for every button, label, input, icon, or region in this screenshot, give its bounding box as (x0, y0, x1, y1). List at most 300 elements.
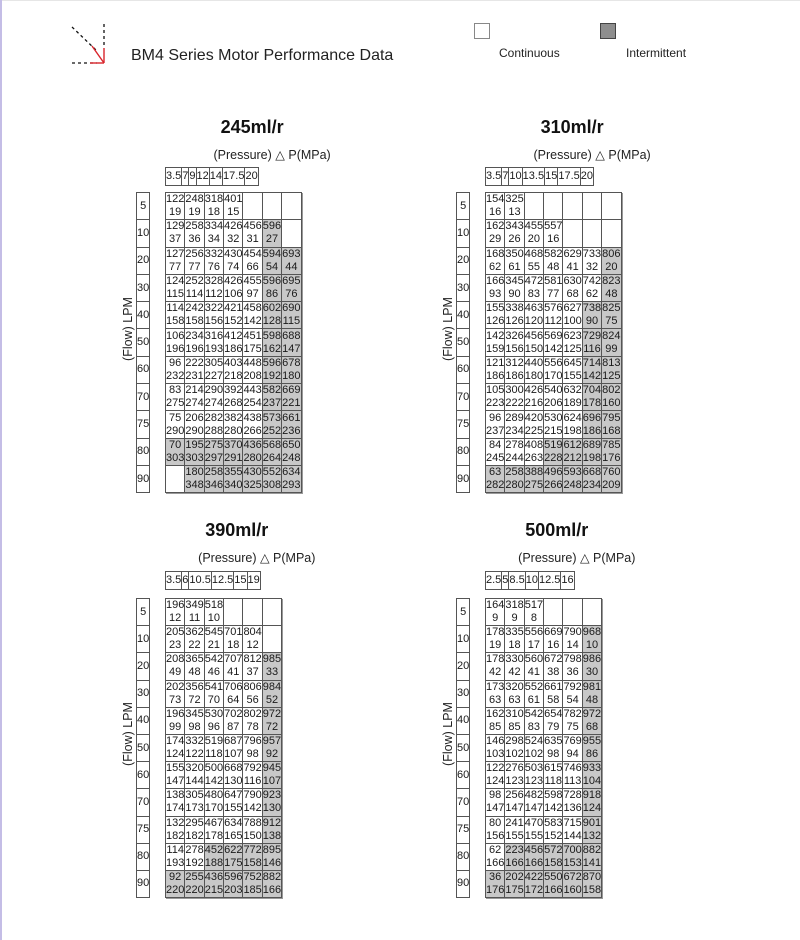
cell-continuous (262, 193, 281, 220)
cell-continuous (505, 816, 524, 843)
torque-value: 688 (282, 329, 301, 342)
torque-value: 524 (524, 735, 544, 748)
torque-value: 129 (166, 220, 185, 233)
cell-intermittent (243, 870, 262, 897)
torque-value: 769 (563, 735, 582, 748)
torque-value: 596 (262, 356, 282, 369)
speed-value: 266 (243, 424, 262, 437)
torque-value: 138 (166, 789, 185, 802)
torque-value: 704 (582, 384, 602, 397)
table-row (166, 870, 282, 897)
torque-value: 282 (204, 411, 224, 424)
speed-value: 147 (524, 802, 544, 815)
cell-continuous (486, 329, 505, 356)
speed-value: 222 (505, 397, 524, 410)
speed-value: 18 (227, 639, 240, 652)
torque-value: 75 (169, 411, 182, 424)
torque-value: 463 (524, 302, 544, 315)
torque-value: 370 (224, 438, 243, 451)
cell-continuous (185, 762, 204, 789)
cell-continuous (544, 302, 563, 329)
torque-value: 870 (582, 870, 602, 883)
speed-value: 112 (544, 315, 563, 328)
table-row (166, 734, 282, 761)
torque-value: 276 (505, 762, 524, 775)
speed-value: 162 (262, 342, 282, 355)
torque-value: 206 (185, 411, 204, 424)
cell-continuous (224, 626, 243, 653)
cell-continuous (505, 626, 524, 653)
speed-value: 98 (188, 720, 201, 733)
speed-value: 223 (486, 397, 505, 410)
cell-intermittent (524, 870, 543, 897)
torque-value: 472 (524, 275, 544, 288)
cell-intermittent (185, 465, 204, 492)
torque-value: 693 (282, 247, 301, 260)
cell-intermittent (262, 653, 281, 680)
torque-value: 208 (166, 653, 185, 666)
speed-value: 36 (188, 233, 201, 246)
cell-intermittent (185, 870, 204, 897)
speed-value: 79 (547, 720, 560, 733)
speed-value: 20 (605, 260, 618, 273)
speed-value: 141 (582, 856, 602, 869)
cell-continuous (563, 816, 582, 843)
cell-continuous (563, 707, 582, 734)
flow-header-cell: 20 (137, 653, 150, 680)
cell-continuous (166, 274, 185, 301)
torque-value: 573 (262, 411, 282, 424)
flow-header-cell: 70 (137, 384, 150, 411)
torque-value: 695 (282, 275, 301, 288)
cell-continuous (204, 626, 223, 653)
cell-continuous (563, 762, 582, 789)
cell-continuous (602, 193, 621, 220)
cell-continuous (204, 220, 223, 247)
cell-continuous (505, 653, 524, 680)
torque-value: 612 (563, 438, 582, 451)
torque-value: 632 (563, 384, 582, 397)
speed-value: 10 (207, 612, 221, 625)
speed-value: 297 (204, 451, 224, 464)
torque-value: 596 (224, 870, 243, 883)
speed-value: 123 (505, 775, 524, 788)
torque-value: 312 (505, 356, 524, 369)
speed-value: 48 (605, 288, 618, 301)
speed-value: 90 (585, 315, 599, 328)
cell-continuous (204, 707, 223, 734)
torque-value: 36 (489, 870, 502, 883)
torque-value: 168 (486, 247, 505, 260)
cell-continuous (524, 329, 543, 356)
torque-value: 806 (243, 680, 262, 693)
torque-value: 214 (185, 384, 204, 397)
torque-value: 813 (602, 356, 621, 369)
torque-value: 560 (524, 653, 544, 666)
torque-value: 895 (262, 843, 282, 856)
speed-value: 280 (224, 424, 243, 437)
speed-value: 11 (188, 612, 201, 625)
cell-continuous (563, 220, 582, 247)
pressure-header-cell: 14 (209, 168, 222, 186)
flow-header-cell: 10 (457, 220, 470, 247)
flow-header-cell: 10 (137, 626, 150, 653)
cell-continuous (204, 762, 223, 789)
table-row (166, 438, 302, 465)
speed-value: 152 (224, 315, 243, 328)
torque-value: 255 (185, 870, 204, 883)
pressure-header-cell: 12.5 (211, 572, 233, 590)
cell-intermittent (262, 274, 281, 301)
speed-value: 102 (524, 748, 544, 761)
torque-value: 752 (243, 870, 262, 883)
speed-value: 175 (243, 342, 262, 355)
speed-value: 18 (207, 206, 221, 219)
torque-value: 738 (582, 302, 602, 315)
cell-intermittent (262, 329, 281, 356)
cell-continuous (544, 680, 563, 707)
flow-header-cell: 60 (457, 762, 470, 789)
speed-value: 138 (262, 829, 282, 842)
torque-value: 804 (243, 626, 262, 639)
torque-value: 84 (489, 438, 502, 451)
flow-header-cell: 50 (457, 329, 470, 356)
cell-continuous (243, 789, 262, 816)
flow-header-cell: 40 (457, 302, 470, 329)
pressure-header-cell: 10 (509, 168, 522, 186)
pressure-header-cell: 3.5 (166, 572, 182, 590)
torque-value: 582 (262, 384, 282, 397)
cell-continuous (486, 626, 505, 653)
flow-header-column (456, 192, 470, 493)
speed-value: 124 (582, 802, 602, 815)
torque-value: 345 (505, 275, 524, 288)
torque-value: 275 (204, 438, 224, 451)
cell-continuous (224, 707, 243, 734)
cell-continuous (505, 707, 524, 734)
table-row (486, 274, 622, 301)
torque-value: 122 (486, 762, 505, 775)
torque-value: 154 (486, 193, 505, 206)
torque-value: 825 (602, 302, 621, 315)
cell-intermittent (262, 302, 281, 329)
speed-value: 290 (185, 424, 204, 437)
torque-value: 180 (185, 466, 204, 479)
speed-value: 160 (563, 883, 582, 896)
table-row (166, 384, 302, 411)
cell-continuous (224, 762, 243, 789)
cell-intermittent (282, 302, 301, 329)
torque-value: 83 (169, 384, 182, 397)
cell-intermittent (204, 465, 223, 492)
torque-value: 678 (282, 356, 301, 369)
speed-value: 325 (243, 479, 262, 492)
speed-value: 41 (566, 260, 579, 273)
pressure-header-cell: 3.5 (166, 168, 182, 186)
torque-value: 798 (563, 653, 582, 666)
speed-value: 42 (508, 666, 521, 679)
speed-value: 147 (282, 342, 301, 355)
speed-value: 61 (527, 693, 541, 706)
pressure-header-cell: 17.5 (558, 168, 580, 186)
torque-value: 412 (224, 329, 243, 342)
speed-value: 18 (508, 639, 521, 652)
cell-continuous (204, 329, 223, 356)
document-title: BM4 Series Motor Performance Data (131, 47, 394, 64)
speed-value: 125 (602, 369, 621, 382)
torque-value: 174 (166, 735, 185, 748)
torque-value: 124 (166, 275, 185, 288)
torque-value: 92 (169, 870, 182, 883)
torque-value: 593 (563, 466, 582, 479)
table-row (166, 653, 282, 680)
cell-continuous (524, 356, 543, 383)
torque-value: 356 (185, 680, 204, 693)
flow-header-cell: 20 (457, 653, 470, 680)
speed-value: 9 (492, 612, 499, 625)
cell-intermittent (602, 247, 621, 274)
torque-value: 63 (489, 466, 502, 479)
pressure-header-cell: 16 (561, 572, 574, 590)
speed-value: 72 (265, 720, 279, 733)
cell-continuous (544, 411, 563, 438)
torque-value: 127 (166, 247, 185, 260)
cell-continuous (204, 411, 223, 438)
speed-value: 186 (582, 424, 602, 437)
speed-value: 155 (524, 829, 544, 842)
cell-continuous (505, 329, 524, 356)
table-row (166, 274, 302, 301)
torque-value: 596 (262, 220, 282, 233)
cell-continuous (185, 220, 204, 247)
speed-value: 32 (585, 260, 599, 273)
cell-continuous (582, 220, 601, 247)
cell-continuous (185, 329, 204, 356)
cell-continuous (166, 816, 185, 843)
flow-header-cell: 40 (137, 707, 150, 734)
flow-header-cell: 75 (137, 411, 150, 438)
torque-value: 142 (486, 329, 505, 342)
torque-value: 596 (262, 275, 282, 288)
torque-value: 330 (505, 653, 524, 666)
speed-value: 56 (246, 693, 259, 706)
torque-value: 278 (505, 438, 524, 451)
cell-continuous (486, 680, 505, 707)
cell-continuous (524, 626, 543, 653)
flow-header-cell: 80 (457, 438, 470, 465)
torque-value: 328 (204, 275, 224, 288)
cell-continuous (524, 816, 543, 843)
cell-continuous (243, 653, 262, 680)
torque-value: 602 (262, 302, 282, 315)
torque-value: 241 (505, 816, 524, 829)
torque-value: 742 (582, 275, 602, 288)
cell-intermittent (166, 870, 185, 897)
cell-intermittent (185, 438, 204, 465)
torque-value: 467 (204, 816, 224, 829)
torque-value: 701 (224, 626, 243, 639)
torque-value: 258 (185, 220, 204, 233)
legend-label-continuous: Continuous (499, 46, 560, 60)
speed-value: 76 (207, 260, 221, 273)
speed-value: 98 (547, 748, 560, 761)
table-row (166, 465, 302, 492)
flow-header-cell: 5 (137, 193, 150, 220)
speed-value: 166 (524, 856, 544, 869)
speed-value: 221 (282, 397, 301, 410)
cell-intermittent (224, 438, 243, 465)
displacement-title: 500ml/r (525, 520, 589, 540)
cell-intermittent (486, 465, 505, 492)
performance-grid (165, 598, 282, 898)
torque-value: 629 (563, 247, 582, 260)
cell-continuous (185, 680, 204, 707)
cell-continuous (282, 193, 301, 220)
torque-value: 792 (243, 762, 262, 775)
torque-value: 519 (544, 438, 563, 451)
torque-value: 318 (505, 599, 524, 612)
cell-continuous (166, 789, 185, 816)
speed-value: 93 (489, 288, 502, 301)
cell-continuous (243, 247, 262, 274)
speed-value: 198 (582, 451, 602, 464)
torque-value: 517 (524, 599, 544, 612)
cell-intermittent (505, 465, 524, 492)
speed-value: 52 (265, 693, 279, 706)
cell-continuous (243, 680, 262, 707)
flow-header-cell: 50 (457, 734, 470, 761)
speed-value: 227 (204, 369, 224, 382)
cell-continuous (185, 626, 204, 653)
cell-continuous (243, 356, 262, 383)
cell-continuous (243, 734, 262, 761)
cell-continuous (185, 816, 204, 843)
torque-value: 568 (262, 438, 282, 451)
cell-continuous (243, 411, 262, 438)
torque-value: 645 (563, 356, 582, 369)
cell-continuous (204, 193, 223, 220)
speed-value: 196 (185, 342, 204, 355)
cell-intermittent (602, 302, 621, 329)
torque-value: 470 (524, 816, 544, 829)
speed-value: 155 (505, 829, 524, 842)
torque-value: 503 (524, 762, 544, 775)
torque-value: 70 (169, 438, 182, 451)
cell-continuous (166, 411, 185, 438)
torque-value: 802 (602, 384, 621, 397)
table-row (486, 870, 602, 897)
speed-value: 77 (188, 260, 201, 273)
torque-value: 715 (563, 816, 582, 829)
torque-value: 80 (489, 816, 502, 829)
cell-intermittent (262, 789, 281, 816)
torque-value: 195 (185, 438, 204, 451)
pressure-header-cell: 13.5 (522, 168, 544, 186)
table-row (486, 438, 622, 465)
speed-value: 232 (166, 369, 185, 382)
cell-continuous (505, 384, 524, 411)
cell-continuous (505, 411, 524, 438)
speed-value: 175 (224, 856, 243, 869)
cell-intermittent (582, 626, 601, 653)
torque-value: 661 (282, 411, 301, 424)
flow-header-cell: 40 (137, 302, 150, 329)
cell-continuous (486, 274, 505, 301)
torque-value: 349 (185, 599, 204, 612)
cell-continuous (204, 599, 223, 626)
torque-value: 258 (204, 466, 224, 479)
speed-value: 115 (282, 315, 301, 328)
speed-value: 15 (227, 206, 240, 219)
pressure-axis-label: (Pressure) △ P(MPa) (213, 148, 331, 162)
torque-value: 733 (582, 247, 602, 260)
cell-intermittent (282, 384, 301, 411)
torque-value: 322 (204, 302, 224, 315)
torque-value: 454 (243, 247, 262, 260)
cell-continuous (524, 193, 543, 220)
torque-value: 202 (166, 680, 185, 693)
speed-value: 64 (227, 693, 240, 706)
flow-header-cell: 80 (457, 843, 470, 870)
torque-value: 500 (204, 762, 224, 775)
table-row (486, 816, 602, 843)
speed-value: 346 (204, 479, 224, 492)
torque-value: 700 (563, 843, 582, 856)
cell-continuous (224, 599, 243, 626)
torque-value: 627 (563, 302, 582, 315)
cell-intermittent (582, 356, 601, 383)
speed-value: 237 (486, 424, 505, 437)
torque-value: 223 (505, 843, 524, 856)
speed-value: 16 (489, 206, 502, 219)
torque-value: 451 (243, 329, 262, 342)
torque-value: 256 (185, 247, 204, 260)
cell-continuous (224, 789, 243, 816)
torque-value: 572 (544, 843, 563, 856)
torque-value: 669 (282, 384, 301, 397)
cell-continuous (166, 220, 185, 247)
speed-value: 153 (563, 856, 582, 869)
torque-value: 196 (166, 599, 185, 612)
speed-value: 220 (185, 883, 204, 896)
speed-value: 142 (204, 775, 224, 788)
cell-continuous (563, 680, 582, 707)
speed-value: 106 (224, 288, 243, 301)
torque-value: 403 (224, 356, 243, 369)
cell-continuous (544, 356, 563, 383)
torque-value: 552 (524, 680, 544, 693)
speed-value: 303 (185, 451, 204, 464)
cell-intermittent (582, 789, 601, 816)
torque-value: 305 (185, 789, 204, 802)
torque-value: 672 (544, 653, 563, 666)
cell-intermittent (262, 220, 281, 247)
cell-intermittent (582, 384, 601, 411)
cell-continuous (243, 816, 262, 843)
cell-continuous (166, 626, 185, 653)
cell-continuous (166, 734, 185, 761)
pressure-header-row (165, 167, 259, 186)
speed-value: 83 (527, 720, 541, 733)
cell-continuous (185, 789, 204, 816)
speed-value: 14 (566, 639, 579, 652)
torque-value: 972 (262, 707, 282, 720)
pressure-header-cell: 8.5 (509, 572, 525, 590)
speed-value: 13 (508, 206, 521, 219)
cell-continuous (563, 274, 582, 301)
speed-value: 75 (566, 720, 579, 733)
speed-value: 180 (524, 369, 544, 382)
